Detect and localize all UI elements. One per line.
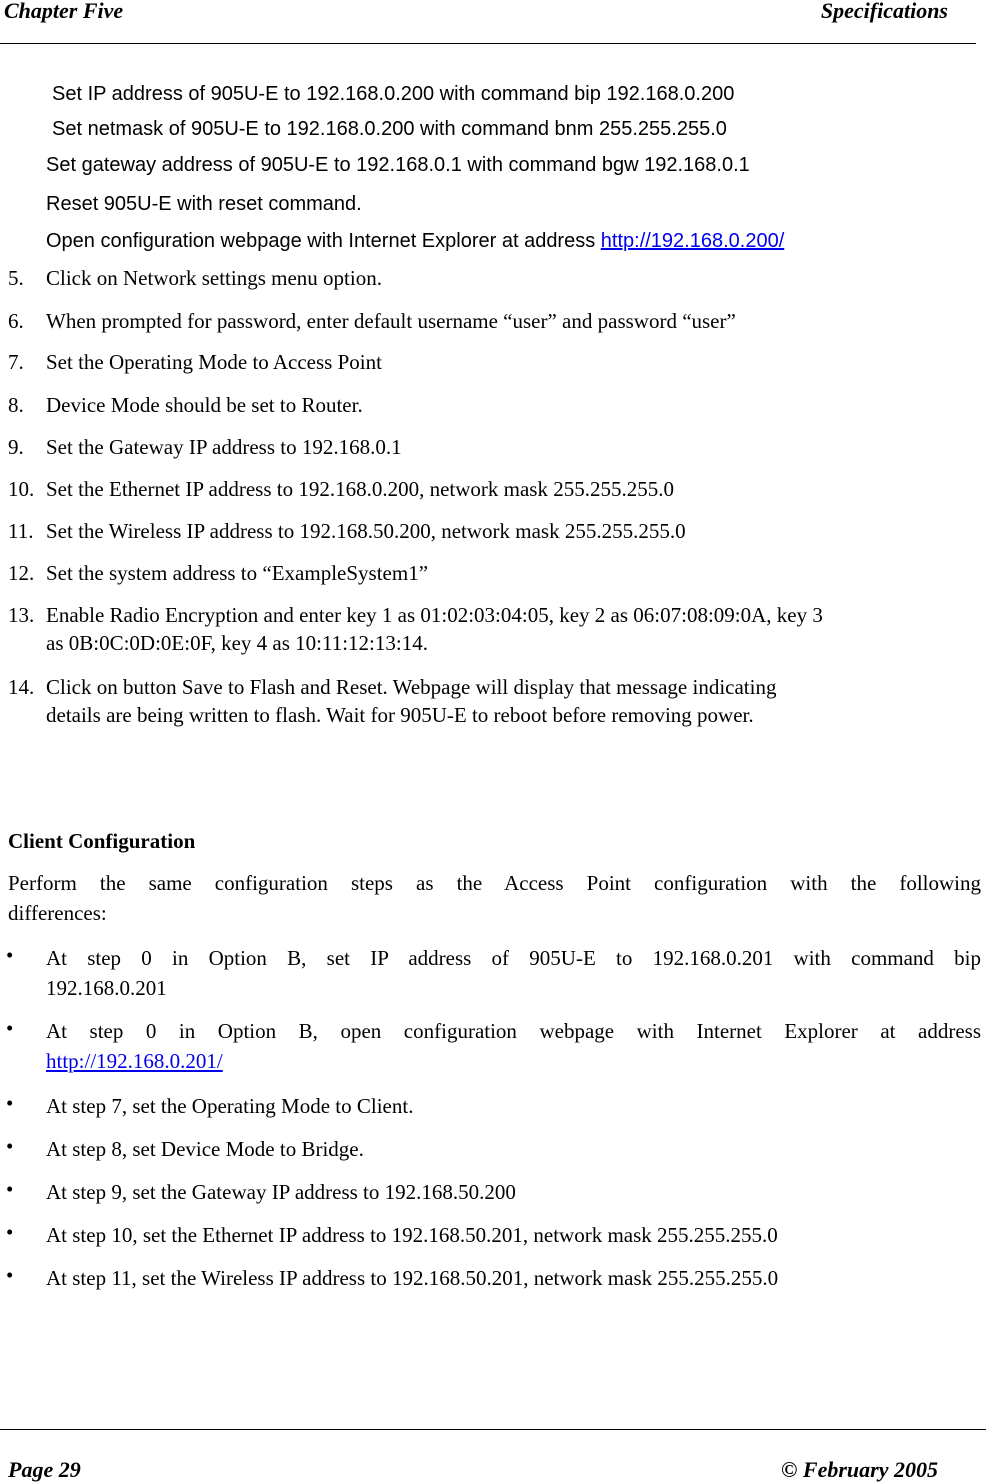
- step-number: 11.: [8, 519, 34, 543]
- step-text: Set the Gateway IP address to 192.168.0.1: [46, 435, 402, 459]
- bullet-marker: •: [6, 1016, 14, 1040]
- bullet-text: At step 8, set Device Mode to Bridge.: [46, 1137, 364, 1161]
- client-intro-continued: differences:: [8, 901, 107, 925]
- bullet-text: At step 0 in Option B, set IP address of 905U-E to 192.168.0.201 with command bip: [46, 946, 981, 970]
- step-number: 7.: [8, 350, 24, 374]
- step-text: Device Mode should be set to Router.: [46, 393, 363, 417]
- header-rule: [0, 43, 976, 44]
- step-text-continued: as 0B:0C:0D:0E:0F, key 4 as 10:11:12:13:14.: [46, 631, 428, 655]
- bullet-marker: •: [6, 1091, 14, 1115]
- step-text: Enable Radio Encryption and enter key 1 as 01:02:03:04:05, key 2 as 06:07:08:09:0A, key 3: [46, 603, 823, 627]
- step-text: Click on Network settings menu option.: [46, 266, 382, 290]
- step-text: Set the Ethernet IP address to 192.168.0.200, network mask 255.255.255.0: [46, 477, 674, 501]
- bullet-text-continued: [46, 1046, 981, 1076]
- bullet-marker: •: [6, 943, 14, 967]
- bullet-text-continued: 192.168.0.201: [46, 976, 167, 1000]
- step-text: Set the Operating Mode to Access Point: [46, 350, 382, 374]
- config-url-link[interactable]: http://192.168.0.200/: [600, 230, 785, 252]
- step-text: Click on button Save to Flash and Reset. Webpage will display that message indicating: [46, 675, 777, 699]
- bullet-marker: •: [6, 1220, 14, 1244]
- pre-step-ip: Set IP address of 905U-E to 192.168.0.200 with command bip 192.168.0.200: [52, 83, 735, 105]
- page-number: Page 29: [8, 1457, 81, 1482]
- step-number: 13.: [8, 603, 35, 627]
- step-number: 8.: [8, 393, 24, 417]
- bullet-text: At step 7, set the Operating Mode to Client.: [46, 1094, 414, 1118]
- step-text-continued: details are being written to flash. Wait for 905U-E to reboot before removing power.: [46, 703, 754, 727]
- client-config-url-link[interactable]: http://192.168.0.201/: [46, 1049, 223, 1073]
- bullet-marker: •: [6, 1263, 14, 1287]
- step-text: When prompted for password, enter default username “user” and password “user”: [46, 309, 736, 333]
- bullet-text: At step 10, set the Ethernet IP address to 192.168.50.201, network mask 255.255.255.0: [46, 1223, 778, 1247]
- footer-rule: [0, 1429, 986, 1430]
- chapter-title: Chapter Five: [4, 0, 124, 23]
- pre-step-reset: Reset 905U-E with reset command.: [46, 193, 362, 215]
- bullet-marker: •: [6, 1134, 14, 1158]
- client-intro: Perform the same configuration steps as the Access Point configuration with the following: [8, 871, 981, 895]
- step-number: 12.: [8, 561, 35, 585]
- step-text: Set the Wireless IP address to 192.168.50.200, network mask 255.255.255.0: [46, 519, 686, 543]
- step-number: 5.: [8, 266, 24, 290]
- pre-step-open-webpage: Open configuration webpage with Internet Explorer at address http://192.168.0.200/: [46, 230, 785, 252]
- copyright: © February 2005: [781, 1457, 938, 1482]
- pre-step-netmask: Set netmask of 905U-E to 192.168.0.200 with command bnm 255.255.255.0: [52, 118, 727, 140]
- bullet-marker: •: [6, 1177, 14, 1201]
- step-number: 10.: [8, 477, 35, 501]
- bullet-text: At step 9, set the Gateway IP address to 192.168.50.200: [46, 1180, 516, 1204]
- pre-step-gateway: Set gateway address of 905U-E to 192.168.0.1 with command bgw 192.168.0.1: [46, 154, 750, 176]
- step-text: Set the system address to “ExampleSystem1”: [46, 561, 429, 585]
- step-number: 14.: [8, 675, 35, 699]
- step-number: 6.: [8, 309, 24, 333]
- section-title: Specifications: [820, 0, 948, 23]
- bullet-text: At step 11, set the Wireless IP address to 192.168.50.201, network mask 255.255.255.0: [46, 1266, 779, 1290]
- bullet-text: At step 0 in Option B, open configuration webpage with Internet Explorer at address: [46, 1019, 981, 1043]
- step-number: 9.: [8, 435, 24, 459]
- section-heading: Client Configuration: [8, 829, 196, 853]
